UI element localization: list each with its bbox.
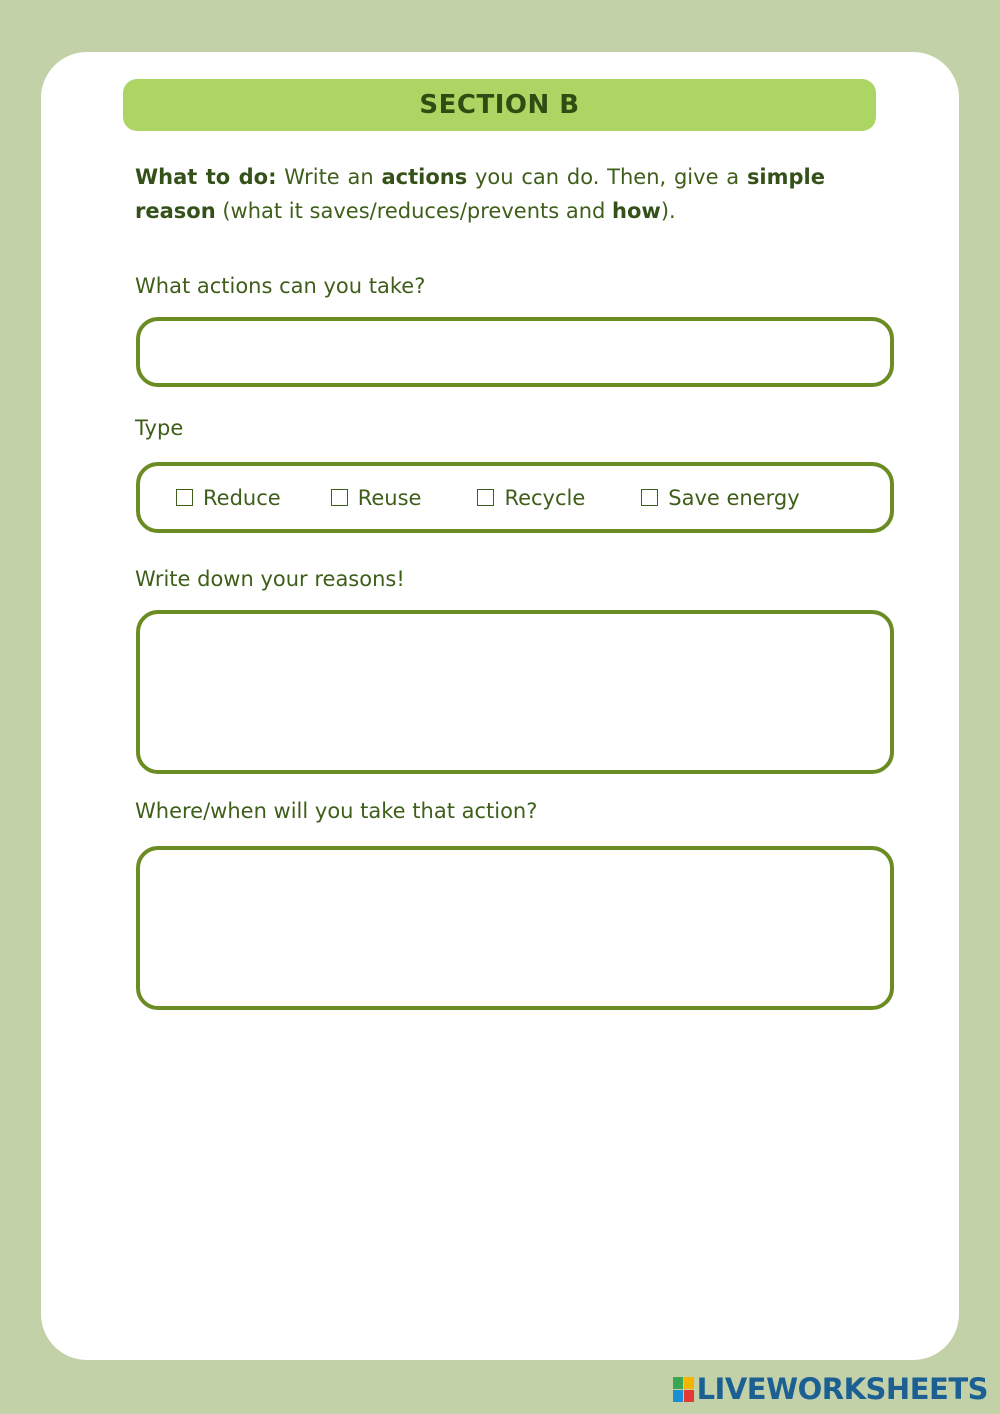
type-option-reuse[interactable] bbox=[331, 486, 422, 510]
instructions-bold-2: simple reason bbox=[135, 165, 825, 223]
reasons-input[interactable] bbox=[136, 610, 894, 774]
where-when-label: Where/when will you take that action? bbox=[135, 799, 538, 823]
instructions-text-3: (what it saves/reduces/prevents and bbox=[215, 199, 613, 223]
section-header bbox=[123, 79, 876, 131]
type-option-label: Reuse bbox=[357, 485, 422, 510]
checkbox-reduce[interactable] bbox=[176, 489, 193, 506]
checkbox-reuse[interactable] bbox=[331, 489, 348, 506]
instructions-lead: What to do: bbox=[135, 165, 277, 189]
instructions-bold-1: actions bbox=[381, 165, 468, 189]
type-label: Type bbox=[135, 416, 184, 440]
instructions-bold-3: how bbox=[612, 199, 661, 223]
section-title: SECTION B bbox=[419, 90, 580, 120]
actions-label: What actions can you take? bbox=[135, 274, 426, 298]
type-option-save-energy[interactable] bbox=[641, 486, 799, 510]
checkbox-save-energy[interactable] bbox=[641, 489, 658, 506]
instructions bbox=[135, 160, 825, 228]
brand-name: LIVEWORKSHEETS bbox=[696, 1372, 988, 1406]
liveworksheets-logo bbox=[673, 1372, 988, 1406]
type-option-label: Recycle bbox=[504, 485, 586, 510]
liveworksheets-logo-icon bbox=[673, 1377, 694, 1402]
where-when-input[interactable] bbox=[136, 846, 894, 1010]
checkbox-recycle[interactable] bbox=[477, 489, 494, 506]
actions-input[interactable] bbox=[136, 317, 894, 387]
type-options-box bbox=[136, 462, 894, 533]
type-option-reduce[interactable] bbox=[176, 486, 281, 510]
instructions-text-4: ). bbox=[660, 199, 676, 223]
reasons-label: Write down your reasons! bbox=[135, 567, 405, 591]
instructions-text-2: you can do. Then, give a bbox=[467, 165, 747, 189]
type-option-label: Save energy bbox=[668, 485, 800, 510]
instructions-text-1: Write an bbox=[276, 165, 382, 189]
type-option-label: Reduce bbox=[203, 485, 281, 510]
type-option-recycle[interactable] bbox=[477, 486, 585, 510]
